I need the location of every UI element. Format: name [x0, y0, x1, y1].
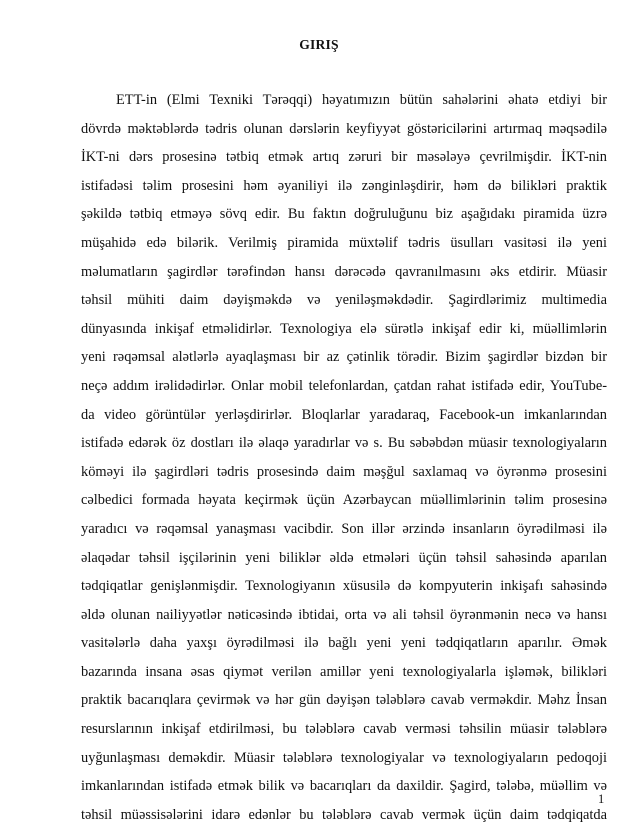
text-line: şəkildə tətbiq etməyə sövq edir. Bu faktın doğruluğunu biz aşağıdakı piramida üzrə	[81, 206, 607, 223]
text-line: yaradıcı və rəqəmsal yanaşması vacibdir. Son illər ərzində insanların öyrədilməsi ilə	[81, 520, 607, 537]
text-line: praktik bacarıqlara çevirmək və hər gün dəyişən tələblərə cavab verməkdir. Məhz İnsan	[81, 692, 607, 709]
text-line: uyğunlaşması deməkdir. Müasir tələblərə texnologiyalar və texnologiyaların pedoqoji	[81, 749, 607, 766]
text-line: da video görüntülər yerləşdirirlər. Bloqlarlar yaradaraq, Facebook-un imkanlarından	[81, 406, 607, 423]
text-line: məlumatların şagirdlər tərəfindən hansı dərəcədə qavranılmasını əks etdirir. Müasir	[81, 263, 607, 280]
text-line: təhsil müəssisələrini idarə edənlər bu tələblərə cavab vermək üçün daim tədqiqatda	[81, 806, 607, 823]
body-text	[81, 86, 607, 829]
text-line: istifadə edərək öz dostları ilə əlaqə yaradırlar və s. Bu səbəbdən müasir texnologiyaların	[81, 435, 607, 452]
text-line: köməyi ilə şagirdləri tədris prosesində daim məşğul saxlamaq və öyrənmə prosesini	[81, 463, 607, 480]
text-line: təhsil mühiti daim dəyişməkdə və yeniləşməkdədir. Şagirdlərimiz multimedia	[81, 292, 607, 309]
text-line: dünyasında inkişaf etməlidirlər. Texnologiya elə sürətlə inkişaf edir ki, müəllimlərin	[81, 320, 607, 337]
text-line: istifadəsi təlim prosesini həm əyaniliyi ilə zənginləşdirir, həm də bilikləri praktik	[81, 177, 607, 194]
text-line: əldə olunan nailiyyətlər nəticəsində ibtidai, orta və ali təhsil öyrənmənin necə və hansı	[81, 606, 607, 623]
page-number: 1	[598, 792, 605, 806]
text-line: müşahidə edə bilərik. Verilmiş piramida müxtəlif tədris üsulları vasitəsi ilə yeni	[81, 234, 607, 251]
text-line: cəlbedici formada həyata keçirmək üçün Azərbaycan müəllimlərinin təlim prosesinə	[81, 492, 607, 509]
text-line: resurslarının inkişaf etdirilməsi, bu tələblərə cavab verməsi təhsilin müasir tələblərə	[81, 721, 607, 738]
text-line: ETT-in (Elmi Texniki Tərəqqi) həyatımızın bütün sahələrini əhatə etdiyi bir	[116, 92, 607, 108]
text-line: əlaqədar təhsil işçilərinin yeni biliklər əldə etmələri üçün təhsil sahəsində aparılan	[81, 549, 607, 566]
page-title: GIRIŞ	[299, 37, 339, 52]
text-line: imkanlarından istifadə etmək bilik və bacarıqları da daxildir. Şagird, tələbə, müəllim və	[81, 778, 607, 795]
text-line: İKT-ni dərs prosesinə tətbiq etmək artıq zəruri bir məsələyə çevrilmişdir. İKT-nin	[81, 149, 607, 166]
text-line: bazarında insana əsas qiymət verilən amillər yeni texnologiyalarla işləmək, bilikləri	[81, 663, 607, 680]
text-line: neçə addım irəlidədirlər. Onlar mobil telefonlardan, çatdan rahat istifadə edir, YouTube-	[81, 377, 607, 394]
text-line: tədqiqatlar genişlənmişdir. Texnologiyanın xüsusilə də kompyuterin inkişafı sahəsində	[81, 578, 607, 595]
text-line: dövrdə məktəblərdə tədris olunan dərslərin keyfiyyət göstəricilərini artırmaq məqsədilə	[81, 120, 607, 137]
text-line: vasitələrlə daha yaxşı öyrədilməsi ilə bağlı yeni yeni tədqiqatların aparılır. Əmək	[81, 635, 607, 652]
text-line: yeni rəqəmsal alətlərlə ayaqlaşması bir az çətinlik törədir. Bizim şagirdlər bizdən bir	[81, 349, 607, 366]
